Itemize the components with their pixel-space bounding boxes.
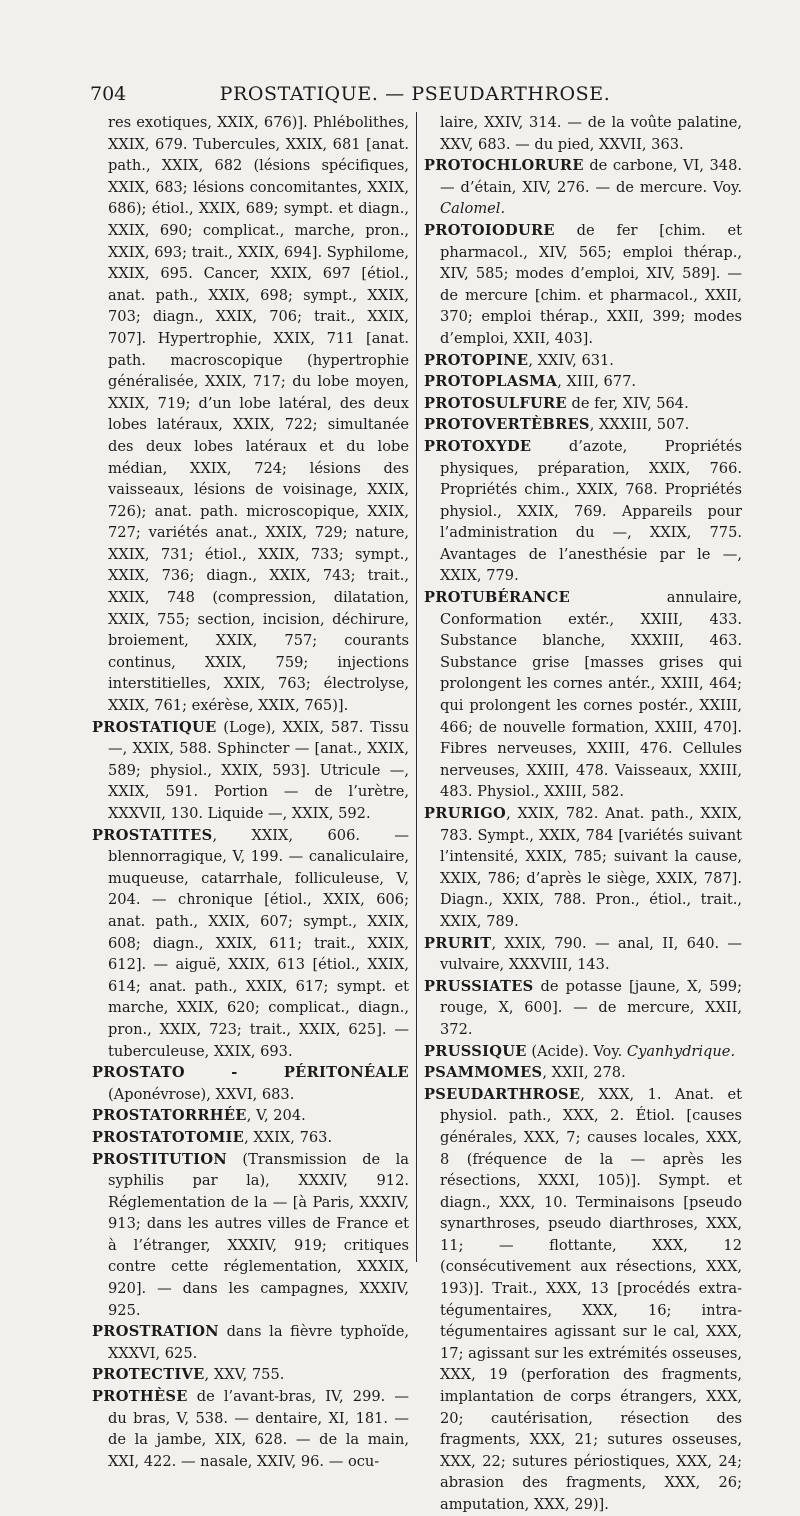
index-entry xyxy=(424,112,742,155)
entry-headword: PRURIGO xyxy=(424,805,507,822)
entry-text: , XXIX, 790. — anal, II, 640. — vulvaire, XXXVIII, 143. xyxy=(440,934,742,974)
entry-text: , XXIX, 606. — blennorragique, V, 199. — canaliculaire, muqueuse, catarrhale, folliculeuse, V, 204. — chronique [étiol., XXIX, 606; anat. path., XXIX, 607; sympt., XXIX, 608; diagn., XXIX, 611; trait., XXIX, 612]. — aiguë, XXIX, 613 [étiol., XXIX, 614; anat. path., XXIX, 617; sympt. et marche, XXIX, 620; complicat., diagn., pron., XXIX, 723; trait., XXIX, 625]. — tuberculeuse, XXIX, 693. xyxy=(108,826,409,1060)
entry-text: (Transmission de la syphilis par la), XXXIV, 912. Réglementation de la — [à Paris, XXXIV, 913; dans les autres villes de France et à l’étranger, XXXIV, 919; critiques contre cette réglementation, XXXIX, 920]. — dans les campagnes, XXXIV, 925. xyxy=(108,1150,409,1319)
index-entry xyxy=(92,1364,409,1386)
entry-text: , XXX, 1. Anat. et physiol. path., XXX, 2. Étiol. [causes générales, XXX, 7; causes locales, XXX, 8 (fréquence de la — après les résections, XXXI, 105)]. Sympt. et diagn., XXX, 10. Terminaisons [pseudo synarthroses, pseudo diarthroses, XXX, 11; — flottante, XXX, 12 (consécutivement aux résections, XXX, 193)]. Trait., XXX, 13 [procédés extra-tégumentaires, XXX, 16; intra-tégumentaires agissant sur le cal, XXX, 17; agissant sur les extrémités osseuses, XXX, 19 (perforation des fragments, implantation de corps étrangers, XXX, 20; cautérisation, résection des fragments, XXX, 21; sutures osseuses, XXX, 22; sutures périostiques, XXX, 24; abrasion des fragments, XXX, 26; amputation, XXX, 29)]. xyxy=(440,1085,742,1513)
right-column xyxy=(424,112,742,1516)
entry-text: , XXIX, 782. Anat. path., XXIX, 783. Sympt., XXIX, 784 [variétés suivant l’intensité, XXIX, 785; suivant la cause, XXIX, 786; d’après le siège, XXIX, 787]. Diagn., XXIX, 788. Pron., étiol., trait., XXIX, 789. xyxy=(440,805,742,930)
entry-text: d’azote, Propriétés physiques, préparation, XXIX, 766. Propriétés chim., XXIX, 768. Propriétés physiol., XXIX, 769. Appareils pour l’administration du —, XXIX, 775. Avantages de l’anesthésie par le —, XXIX, 779. xyxy=(440,437,742,585)
index-entry xyxy=(424,803,742,933)
index-entry xyxy=(424,933,742,976)
entry-text: (Aponévrose), XXVI, 683. xyxy=(108,1085,295,1103)
index-entry xyxy=(92,825,409,1063)
index-entry xyxy=(424,1084,742,1516)
entry-headword: PROTOIODURE xyxy=(424,221,555,239)
entry-headword: PROTOSULFURE xyxy=(424,394,567,412)
page-header xyxy=(90,83,740,111)
entry-headword: PSAMMOMES xyxy=(424,1064,543,1082)
index-entry xyxy=(424,1062,742,1084)
entry-headword: PROTUBÉRANCE xyxy=(424,589,570,607)
entry-headword: PROSTATO - PÉRITONÉALE xyxy=(92,1064,409,1082)
entry-text: , XXXIII, 507. xyxy=(589,416,690,434)
running-title: PROSTATIQUE. — PSEUDARTHROSE. xyxy=(219,83,611,105)
entry-headword: PSEUDARTHROSE xyxy=(424,1085,581,1103)
entry-text: annulaire, Conformation extér., XXIII, 433. Substance blanche, XXXIII, 463. Substance grise [masses grises qui prolongent les cornes antér., XXIII, 464; qui prolongent les cornes postér., XXIII, 466; de nouvelle formation, XXIII, 470]. Fibres nerveuses, XXIII, 476. Cellules nerveuses, XXIII, 478. Vaisseaux, XXIII, 483. Physiol., XXIII, 582. xyxy=(440,589,742,801)
cross-reference: Cyanhydrique. xyxy=(626,1042,736,1060)
index-entry xyxy=(92,112,409,717)
index-entry xyxy=(92,1105,409,1127)
entry-headword: PROTHÈSE xyxy=(92,1388,188,1406)
entry-headword: PROSTATOTOMIE xyxy=(92,1128,245,1146)
index-entry xyxy=(424,1041,742,1063)
entry-headword: PRUSSIQUE xyxy=(424,1042,527,1060)
entry-text: , XXV, 755. xyxy=(204,1366,285,1384)
index-entry xyxy=(424,587,742,803)
entry-headword: PROSTRATION xyxy=(92,1323,219,1341)
column-divider xyxy=(416,112,417,1262)
index-entry xyxy=(92,717,409,825)
index-entry xyxy=(424,976,742,1041)
index-entry xyxy=(424,371,742,393)
entry-text: dans la fièvre typhoïde, XXXVI, 625. xyxy=(108,1323,409,1362)
entry-headword: PRUSSIATES xyxy=(424,977,534,995)
entry-headword: PROTOXYDE xyxy=(424,437,532,455)
entry-headword: PROTOCHLORURE xyxy=(424,157,584,175)
entry-headword: PROSTATITES xyxy=(92,826,213,844)
entry-text: de potasse [jaune, X, 599; rouge, X, 600]. — de mercure, XXII, 372. xyxy=(440,977,742,1038)
entry-text: (Loge), XXIX, 587. Tissu —, XXIX, 588. Sphincter — [anat., XXIX, 589; physiol., XXIX, 593]. Utricule —, XXIX, 591. Portion — de l’urètre, XXXVII, 130. Liquide —, XXIX, 592. xyxy=(108,718,409,822)
entry-headword: PROTOPLASMA xyxy=(424,373,558,391)
entry-text: laire, XXIV, 314. — de la voûte palatine, XXV, 683. — du pied, XXVII, 363. xyxy=(440,114,742,153)
entry-text: de fer, XIV, 564. xyxy=(566,394,689,412)
cross-reference: Calomel. xyxy=(440,200,506,218)
index-entry xyxy=(92,1127,409,1149)
entry-text: , XXII, 278. xyxy=(542,1064,626,1082)
index-entry xyxy=(424,436,742,587)
entry-text: (Acide). Voy. xyxy=(526,1042,627,1060)
left-column xyxy=(92,112,409,1472)
index-entry xyxy=(424,220,742,350)
entry-headword: PROTOVERTÈBRES xyxy=(424,416,590,434)
entry-text: , XXIX, 763. xyxy=(244,1128,333,1146)
entry-text: , XIII, 677. xyxy=(557,373,636,391)
index-entry xyxy=(424,393,742,415)
entry-text: de carbone, VI, 348. — d’étain, XIV, 276. — de mercure. Voy. xyxy=(440,157,742,196)
entry-text: de l’avant-bras, IV, 299. — du bras, V, 538. — dentaire, XI, 181. — de la jambe, XIX, 628. — de la main, XXI, 422. — nasale, XXIV, 96. — ocu- xyxy=(108,1388,409,1470)
entry-headword: PROSTATORRHÉE xyxy=(92,1107,247,1125)
index-entry xyxy=(92,1149,409,1322)
entry-text: de fer [chim. et pharmacol., XIV, 565; emploi thérap., XIV, 585; modes d’emploi, XIV, 589]. — de mercure [chim. et pharmacol., XXII, 370; emploi thérap., XXII, 399; modes d’emploi, XXII, 403]. xyxy=(440,221,742,347)
index-entry xyxy=(92,1062,409,1105)
entry-headword: PRURIT xyxy=(424,934,492,952)
entry-headword: PROSTITUTION xyxy=(92,1150,227,1168)
entry-headword: PROSTATIQUE xyxy=(92,718,217,736)
entry-headword: PROTECTIVE xyxy=(92,1366,205,1384)
index-entry xyxy=(92,1386,409,1472)
entry-text: , V, 204. xyxy=(246,1107,306,1125)
index-entry xyxy=(424,350,742,372)
index-entry xyxy=(424,155,742,220)
entry-text: , XXIV, 631. xyxy=(528,351,614,369)
entry-text: res exotiques, XXIX, 676)]. Phlébolithes, XXIX, 679. Tubercules, XXIX, 681 [anat. path., XXIX, 682 (lésions spécifiques, XXIX, 683; lésions concomitantes, XXIX, 686); étiol., XXIX, 689; sympt. et diagn., XXIX, 690; complicat., marche, pron., XXIX, 693; trait., XXIX, 694]. Syphilome, XXIX, 695. Cancer, XXIX, 697 [étiol., anat. path., XXIX, 698; sympt., XXIX, 703; diagn., XXIX, 706; trait., XXIX, 707]. Hypertrophie, XXIX, 711 [anat. path. macroscopique (hypertrophie généralisée, XXIX, 717; du lobe moyen, XXIX, 719; d’un lobe latéral, des deux lobes latéraux, XXIX, 722; simultanée des deux lobes latéraux et du lobe médian, XXIX, 724; lésions des vaisseaux, lésions de voisinage, XXIX, 726); anat. path. microscopique, XXIX, 727; variétés anat., XXIX, 729; nature, XXIX, 731; étiol., XXIX, 733; sympt., XXIX, 736; diagn., XXIX, 743; trait., XXIX, 748 (compression, dilatation, XXIX, 755; section, incision, déchirure, broiement, XXIX, 757; courants continus, XXIX, 759; injections interstitielles, XXIX, 763; électrolyse, XXIX, 761; exérèse, XXIX, 765)]. xyxy=(108,114,409,715)
entry-headword: PROTOPINE xyxy=(424,351,529,369)
index-entry xyxy=(424,414,742,436)
page-number: 704 xyxy=(90,83,127,105)
